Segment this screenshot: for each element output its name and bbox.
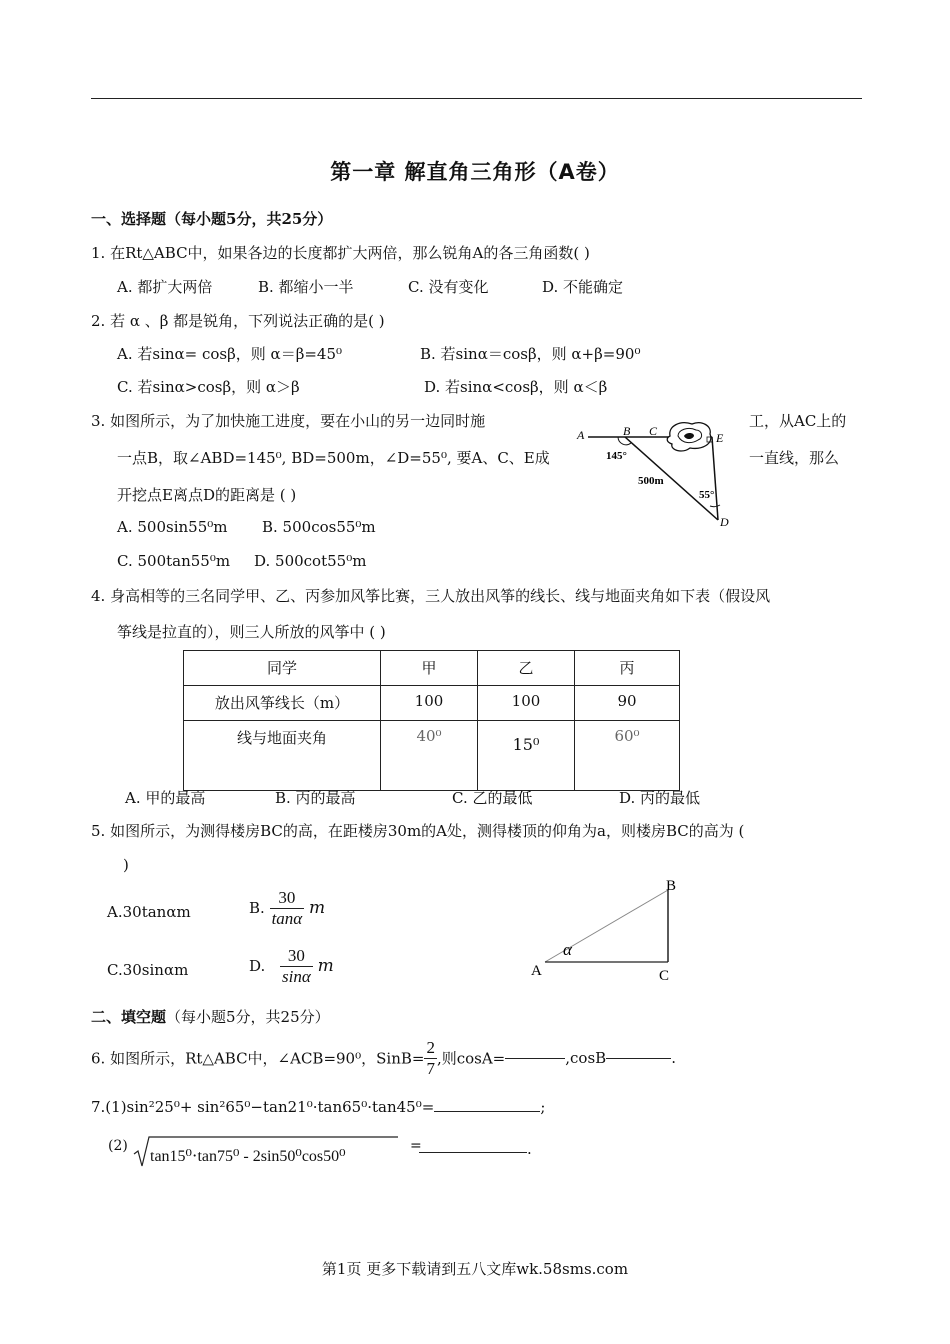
page-title: 第一章 解直角三角形（A卷） xyxy=(330,160,620,184)
q4-line1: 4. 身高相等的三名同学甲、乙、丙参加风筝比赛，三人放出风筝的线长、线与地面夹角如下表（假设风 xyxy=(91,587,771,605)
q7-part2-end: . xyxy=(527,1140,532,1158)
q7-part1-expression: 7.(1)sin²25⁰+ sin²65⁰−tan21⁰·tan65⁰·tan45⁰= xyxy=(91,1098,435,1116)
q5-fig-label-b: B xyxy=(666,878,677,894)
q5-option-d-unit: m xyxy=(317,956,334,977)
q3-fig-label-b: B xyxy=(623,424,631,438)
q2-option-d: D. 若sinα<cosβ，则 α＜β xyxy=(424,378,608,396)
q6-suffix-1: ,则cosA= xyxy=(436,1049,506,1068)
table-cell: 100 xyxy=(381,686,478,721)
q5-option-b-numerator: 30 xyxy=(270,888,305,909)
q2-option-b: B. 若sinα＝cosβ，则 α+β=90⁰ xyxy=(420,345,641,363)
table-header-cell: 同学 xyxy=(184,651,381,686)
q3-mountain-figure xyxy=(570,414,750,532)
q4-kite-table xyxy=(183,650,680,791)
q3-line2b: 一直线，那么 xyxy=(749,449,840,467)
q6-suffix-2: ,cosB xyxy=(565,1049,607,1068)
q7-part1-end: ; xyxy=(540,1098,546,1116)
q4-option-d: D. 丙的最低 xyxy=(619,789,701,807)
q3-option-b: B. 500cos55⁰m xyxy=(262,518,376,536)
q7-part1-answer-blank[interactable] xyxy=(434,1111,540,1112)
q3-fig-angle-55: 55° xyxy=(699,489,715,501)
q5-line2: ) xyxy=(123,856,129,874)
q3-option-d: D. 500cot55⁰m xyxy=(254,552,367,570)
q2-option-c: C. 若sinα>cosβ，则 α＞β xyxy=(117,378,300,396)
q3-line3: 开挖点E离点D的距离是 ( ) xyxy=(117,486,297,504)
q3-option-a: A. 500sin55⁰m xyxy=(117,518,228,536)
q2-stem: 2. 若 α 、β 都是锐角，下列说法正确的是( ) xyxy=(91,312,385,330)
q6-answer-blank-2[interactable] xyxy=(606,1058,671,1059)
table-row xyxy=(184,651,680,686)
q5-fig-label-a: A xyxy=(531,963,542,979)
q7-part2-answer-blank[interactable] xyxy=(419,1152,527,1153)
q6-denominator: 7 xyxy=(426,1058,435,1078)
table-cell: 40⁰ xyxy=(381,721,478,791)
q5-fig-label-c: C xyxy=(659,968,670,984)
q7-part2-equals: = xyxy=(410,1138,422,1154)
q4-option-a: A. 甲的最高 xyxy=(125,789,206,807)
q5-option-b xyxy=(249,888,325,928)
table-cell: 100 xyxy=(478,686,575,721)
q1-option-c: C. 没有变化 xyxy=(408,278,489,296)
q7-part2-label: (2) xyxy=(108,1138,128,1154)
q5-option-a: A.30tanαm xyxy=(107,903,191,921)
q6-prefix: 6. 如图所示，Rt△ABC中，∠ACB=90⁰，SinB= xyxy=(91,1049,425,1068)
q6-fraction xyxy=(424,1038,437,1078)
q3-line1a: 3. 如图所示，为了加快施工进度，要在小山的另一边同时施 xyxy=(91,412,486,430)
q3-fig-label-c: C xyxy=(649,424,658,438)
q3-fig-label-d: D xyxy=(720,515,729,529)
q3-fig-label-a: A xyxy=(577,428,585,442)
q6-line xyxy=(91,1038,676,1078)
q4-option-b: B. 丙的最高 xyxy=(275,789,356,807)
q7-part2-expression: tan15⁰⋅tan75⁰ - 2sin50⁰cos50⁰ xyxy=(150,1148,346,1165)
section-2-heading xyxy=(91,1006,330,1027)
q5-option-d-label: D. xyxy=(249,957,266,976)
page-footer: 第1页 更多下载请到五八文库wk.58sms.com xyxy=(321,1260,629,1278)
q4-option-c: C. 乙的最低 xyxy=(452,789,533,807)
table-header-cell: 乙 xyxy=(478,651,575,686)
q5-option-b-denominator: tanα xyxy=(271,908,303,928)
table-cell: 线与地面夹角 xyxy=(184,721,381,791)
q6-answer-blank-1[interactable] xyxy=(505,1058,565,1059)
q6-numerator: 2 xyxy=(426,1038,435,1057)
q6-end: . xyxy=(671,1049,676,1068)
table-cell: 90 xyxy=(575,686,680,721)
table-row xyxy=(184,721,680,791)
section-1-heading: 一、选择题（每小题5分，共25分） xyxy=(91,210,333,228)
q5-option-b-label: B. xyxy=(249,899,265,918)
q3-option-c: C. 500tan55⁰m xyxy=(117,552,231,570)
header-rule xyxy=(91,98,862,99)
q2-option-a: A. 若sinα= cosβ，则 α＝β=45⁰ xyxy=(117,345,343,363)
q7-part1 xyxy=(91,1098,545,1116)
q5-line1: 5. 如图所示，为测得楼房BC的高，在距楼房30m的A处，测得楼顶的仰角为a，则楼房BC的高为 ( xyxy=(91,822,745,840)
section-2-heading-bold: 二、填空题 xyxy=(91,1008,167,1026)
q5-option-b-fraction xyxy=(270,888,305,928)
q1-stem: 1. 在Rt△ABC中，如果各边的长度都扩大两倍，那么锐角A的各三角函数( ) xyxy=(91,244,590,262)
table-header-cell: 甲 xyxy=(381,651,478,686)
q3-line1b: 工，从AC上的 xyxy=(749,412,847,430)
q4-line2: 筝线是拉直的），则三人所放的风筝中 ( ) xyxy=(117,623,386,641)
table-header-cell: 丙 xyxy=(575,651,680,686)
q3-line2a: 一点B，取∠ABD=145⁰, BD=500m，∠D=55⁰, 要A、C、E成 xyxy=(117,449,550,467)
q5-option-d-denominator: sinα xyxy=(282,966,311,986)
q5-option-d-fraction xyxy=(280,946,313,986)
q5-fig-label-alpha: α xyxy=(563,940,572,959)
section-2-heading-rest: （每小题5分，共25分） xyxy=(166,1008,330,1026)
q3-fig-label-e: E xyxy=(716,431,724,445)
q3-fig-length-500m: 500m xyxy=(638,475,664,487)
q1-option-a: A. 都扩大两倍 xyxy=(117,278,213,296)
q1-option-d: D. 不能确定 xyxy=(542,278,624,296)
q5-option-d xyxy=(249,946,334,986)
q3-fig-angle-145: 145° xyxy=(606,450,627,462)
table-cell: 15⁰ xyxy=(478,721,575,791)
q5-option-c: C.30sinαm xyxy=(107,961,189,979)
q5-option-b-unit: m xyxy=(309,898,326,919)
table-cell: 放出风筝线长（m） xyxy=(184,686,381,721)
table-row xyxy=(184,686,680,721)
q5-option-d-numerator: 30 xyxy=(280,946,313,967)
q5-building-figure xyxy=(525,872,695,984)
table-cell: 60⁰ xyxy=(575,721,680,791)
q1-option-b: B. 都缩小一半 xyxy=(258,278,354,296)
